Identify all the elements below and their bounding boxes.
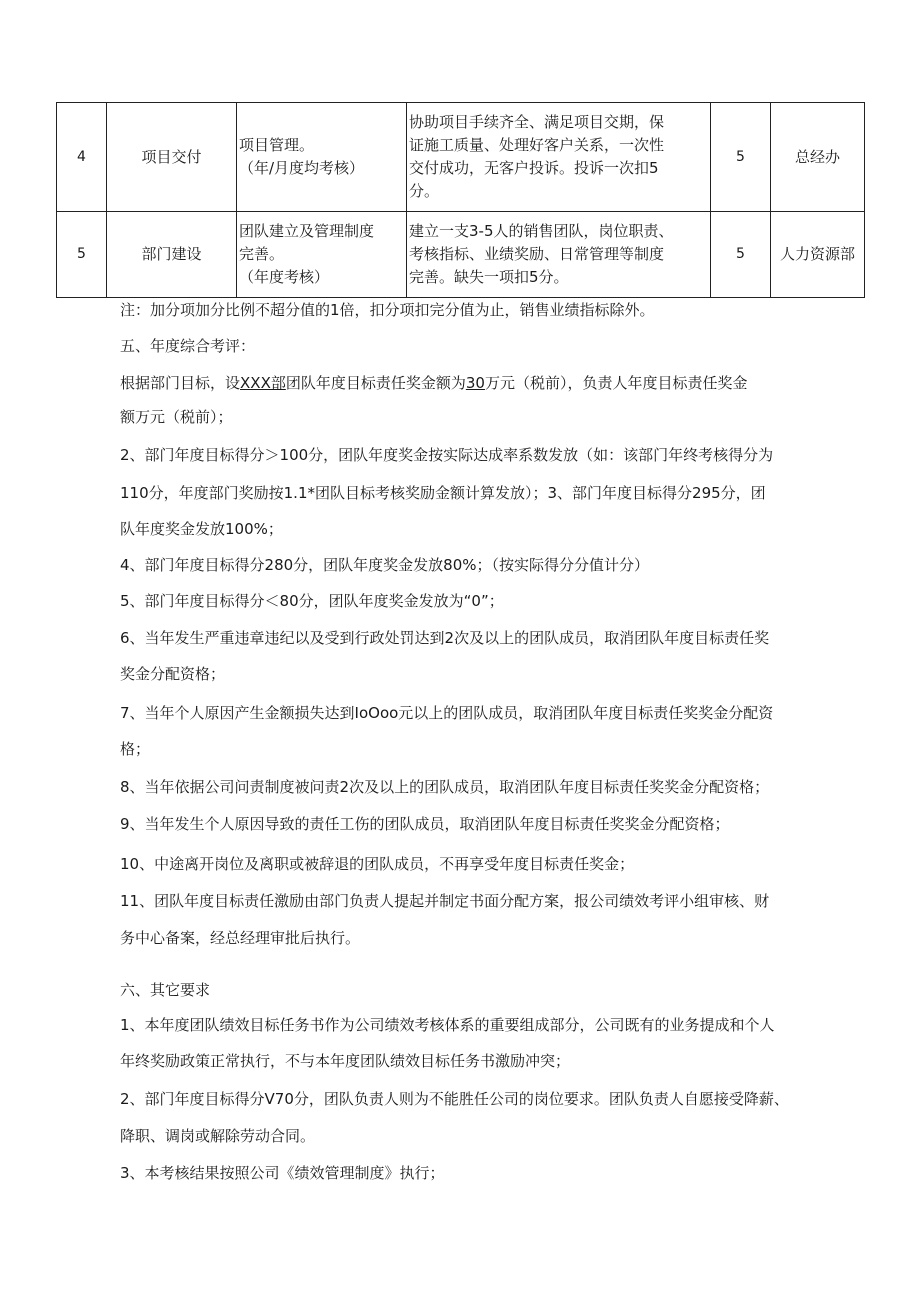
- item-method: 项目管理。 （年/月度均考核）: [237, 103, 407, 212]
- item-description: 建立一支3-5人的销售团队，岗位职责、 考核指标、业绩奖励、日常管理等制度 完善。缺失一项扣5分。: [407, 212, 711, 298]
- item-score: 5: [711, 103, 771, 212]
- department-name: XXX部: [240, 374, 286, 392]
- item-description: 协助项目手续齐全、满足项目交期，保 证施工质量、处理好客户关系，一次性 交付成功，无客户投诉。投诉一次扣5 分。: [407, 103, 711, 212]
- item-name: 项目交付: [107, 103, 237, 212]
- item-name: 部门建设: [107, 212, 237, 298]
- table-note: 注：加分项加分比例不超分值的1倍，扣分项扣完分值为止，销售业绩指标除外。: [120, 301, 655, 319]
- paragraph-5: 5、部门年度目标得分＜80分，团队年度奖金发放为“0”；: [120, 592, 504, 610]
- section-6-item-1-line-1: 1、本年度团队绩效目标任务书作为公司绩效考核体系的重要组成部分，公司既有的业务提成和个人: [120, 1016, 775, 1034]
- item-department: 人力资源部: [771, 212, 865, 298]
- paragraph-1-line-2: 额万元（税前）；: [120, 408, 233, 426]
- paragraph-8: 8、当年依据公司问责制度被问责2次及以上的团队成员，取消团队年度目标责任奖奖金分配资格；: [120, 778, 770, 796]
- paragraph-2-line-1: 2、部门年度目标得分＞100分，团队年度奖金按实际达成率系数发放（如：该部门年终考核得分为: [120, 446, 774, 464]
- paragraph-6-line-1: 6、当年发生严重违章违纪以及受到行政处罚达到2次及以上的团队成员，取消团队年度目标责任奖: [120, 629, 770, 647]
- paragraph-2-line-3: 队年度奖金发放100%；: [120, 520, 283, 538]
- paragraph-10: 10、中途离开岗位及离职或被辞退的团队成员，不再享受年度目标责任奖金；: [120, 855, 635, 873]
- paragraph-7-line-2: 格；: [120, 740, 151, 758]
- paragraph-1-line-1: 根据部门目标，设XXX部团队年度目标责任奖金额为30万元（税前），负责人年度目标责任奖金: [120, 374, 748, 392]
- item-number: 5: [57, 212, 107, 298]
- paragraph-11-line-1: 11、团队年度目标责任激励由部门负责人提起并制定书面分配方案，报公司绩效考评小组审核、财: [120, 892, 770, 910]
- section-6-title: 六、其它要求: [120, 981, 211, 999]
- paragraph-9: 9、当年发生个人原因导致的责任工伤的团队成员，取消团队年度目标责任奖奖金分配资格；: [120, 815, 730, 833]
- section-6-item-3: 3、本考核结果按照公司《绩效管理制度》执行；: [120, 1164, 445, 1182]
- section-6-item-1-line-2: 年终奖励政策正常执行，不与本年度团队绩效目标任务书激励冲突；: [120, 1052, 571, 1070]
- item-score: 5: [711, 212, 771, 298]
- assessment-table: [56, 102, 865, 298]
- table-row: [57, 103, 865, 212]
- item-department: 总经办: [771, 103, 865, 212]
- section-6-item-2-line-1: 2、部门年度目标得分V70分，团队负责人则为不能胜任公司的岗位要求。团队负责人自愿接受降薪、: [120, 1090, 789, 1108]
- paragraph-11-line-2: 务中心备案，经总经理审批后执行。: [120, 929, 361, 947]
- section-6-item-2-line-2: 降职、调岗或解除劳动合同。: [120, 1127, 316, 1145]
- item-number: 4: [57, 103, 107, 212]
- paragraph-2-line-2: 110分，年度部门奖励按1.1*团队目标考核奖励金额计算发放）；3、部门年度目标得分295分，团: [120, 484, 766, 502]
- bonus-amount: 30: [465, 374, 485, 392]
- paragraph-7-line-1: 7、当年个人原因产生金额损失达到IoOoo元以上的团队成员，取消团队年度目标责任奖奖金分配资: [120, 704, 774, 722]
- paragraph-4: 4、部门年度目标得分280分，团队年度奖金发放80%；（按实际得分分值计分）: [120, 556, 650, 574]
- item-method: 团队建立及管理制度 完善。 （年度考核）: [237, 212, 407, 298]
- table-row: [57, 212, 865, 298]
- section-5-title: 五、年度综合考评：: [120, 337, 256, 355]
- paragraph-6-line-2: 奖金分配资格；: [120, 665, 226, 683]
